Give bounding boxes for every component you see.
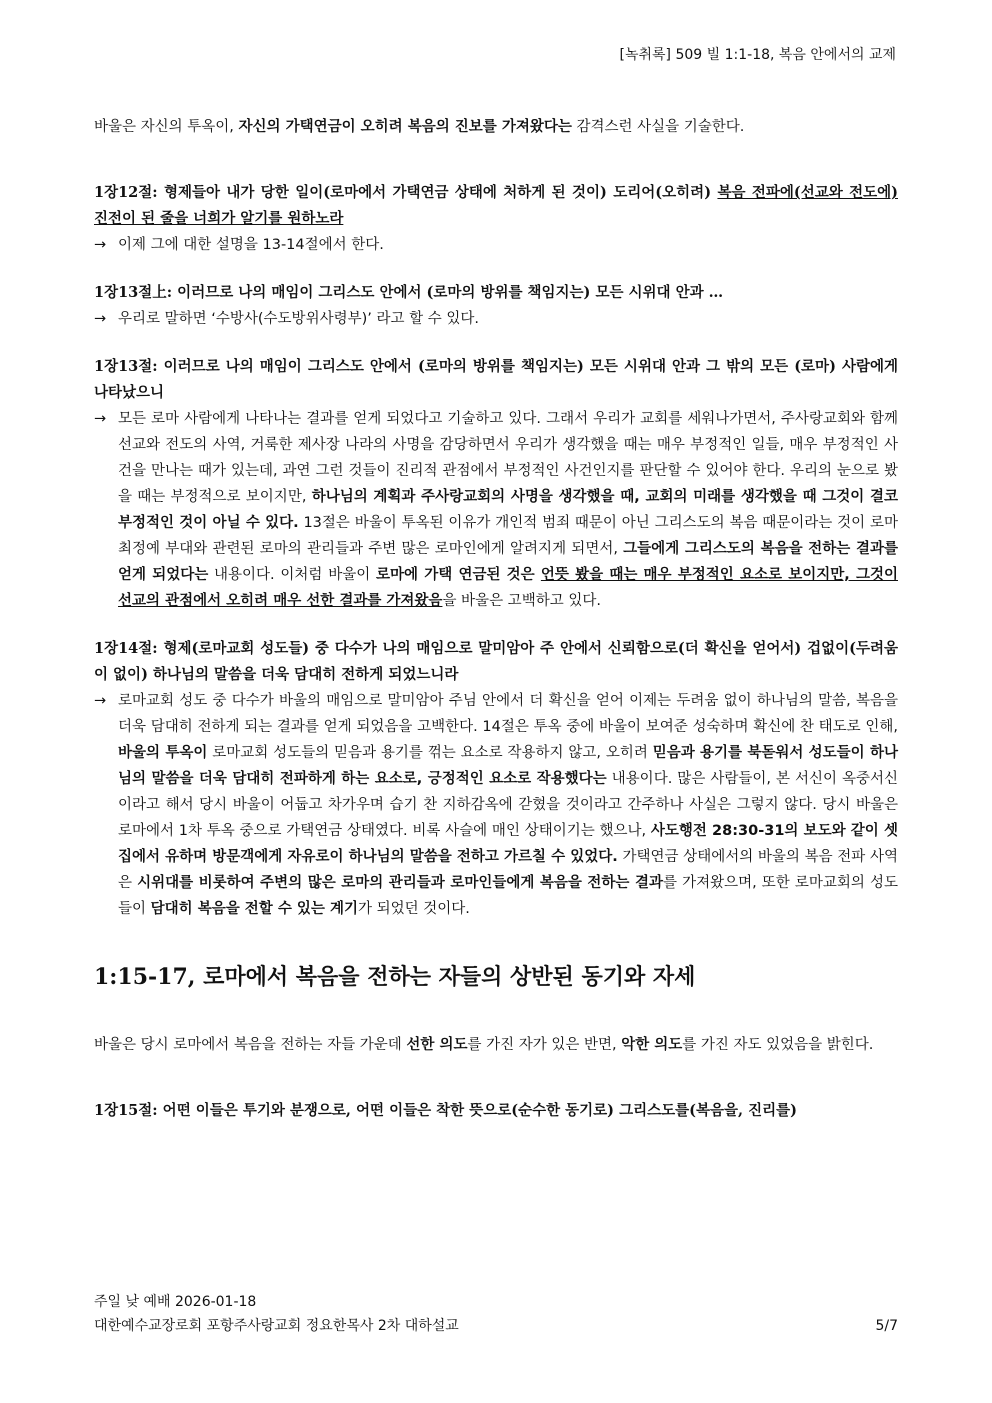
bold-run: 사도행전 28:30-31의 보도와 같이 셋집에서 유하며 방문객에게 자유로이 하나님의 말씀을 전하고 가르칠 수 있었다. [118, 823, 898, 865]
text-run: 로마교회 성도들의 믿음과 용기를 꺾는 요소로 작용하지 않고, 오히려 [207, 745, 653, 761]
verse-13-note-text [118, 406, 898, 614]
intro-bold: 자신의 가택연금이 오히려 복음의 진보를 가져왔다는 [238, 119, 572, 135]
text-run: 를 가진 자가 있은 반면, [467, 1037, 622, 1053]
footer-date: 주일 낮 예배 2026-01-18 [94, 1294, 257, 1310]
verse-13: 1장13절: 이러므로 나의 매임이 그리스도 안에서 (로마의 방위를 책임지는) 모든 시위대 안과 그 밖의 모든 (로마) 사람에게 나타났으니 [94, 358, 898, 401]
verse-14-note-text [118, 688, 898, 922]
text-run: 가택연금 상태에서의 바울의 복음 전파 사역은 [118, 849, 898, 891]
verse-12-text: 1장12절: 형제들아 내가 당한 일이(로마에서 가택연금 상태에 처하게 된 것이) 도리어(오히려) [94, 184, 718, 201]
page-header: [녹취록] 509 빌 1:1-18, 복음 안에서의 교제 [619, 47, 896, 63]
arrow-icon: → [94, 311, 107, 327]
bold-run: 그들에게 그리스도의 복음을 전하는 결과를 얻게 되었다는 [118, 541, 898, 583]
verse-13-note [94, 406, 898, 614]
bold-run: 담대히 복음을 전할 수 있는 계기 [150, 901, 358, 917]
verse-12-underlined: 복음 전파에(선교와 전도에) 진전이 된 줄을 너희가 알기를 원하노라 [94, 184, 898, 227]
text-run: 13절은 바울이 투옥된 이유가 개인적 범죄 때문이 아닌 그리스도의 복음 때문이라는 것이 로마 최정예 부대와 관련된 로마의 관리들과 주변 많은 로마인에게 알려지게 되면서, [118, 515, 898, 557]
arrow-icon: → [94, 237, 107, 253]
page-footer [94, 1290, 898, 1338]
verse-15: 1장15절: 어떤 이들은 투기와 분쟁으로, 어떤 이들은 착한 뜻으로(순수한 동기로) 그리스도를(복음을, 진리를) [94, 1102, 797, 1119]
text-run: 바울은 당시 로마에서 복음을 전하는 자들 가운데 [94, 1037, 407, 1053]
bold-run: 선한 의도 [406, 1037, 468, 1053]
text-run: 모든 로마 사람에게 나타나는 결과를 얻게 되었다고 기술하고 있다. 그래서 우리가 교회를 세워나가면서, 주사랑교회와 함께 선교와 전도의 사역, 거룩한 제사장 나라의 사명을 감당하면서 우리가 생각했을 때는 매우 부정적인 일들, 매우 부정적인 사건을 만나는 때가 있는데, 과연 그런 것들이 진리적 관점에서 부정적인 사건인지를 판단할 수 있어야 한다. 우리의 눈으로 봤을 때는 부정적으로 보이지만, [118, 411, 898, 505]
intro-text: 바울은 자신의 투옥이, [94, 119, 239, 135]
text-run: 내용이다. 많은 사람들이, 본 서신이 옥중서신이라고 해서 당시 바울이 어둡고 차가우며 습기 찬 지하감옥에 갇혔을 것이라고 간주하나 사실은 그렇지 않다. 당시 바울은 로마에서 1차 투옥 중으로 가택연금 상태였다. 비록 사슬에 매인 상태이기는 했으나, [118, 771, 899, 839]
text-run: 를 가진 자도 있었음을 밝힌다. [682, 1037, 874, 1053]
bold-run: 시위대를 비롯하여 주변의 많은 로마의 관리들과 로마인들에게 복음을 전하는 결과 [137, 875, 663, 891]
bold-run: 하나님의 계획과 주사랑교회의 사명을 생각했을 때, 교회의 미래를 생각했을 때 그것이 결코 부정적인 것이 아닐 수 있다. [118, 489, 898, 531]
section-paragraph [94, 1032, 898, 1058]
verse-12-note [94, 232, 898, 258]
verse-12 [94, 180, 898, 232]
section-heading: 1:15-17, 로마에서 복음을 전하는 자들의 상반된 동기와 자세 [94, 964, 696, 990]
verse-13a: 1장13절上: 이러므로 나의 매임이 그리스도 안에서 (로마의 방위를 책임지는) 모든 시위대 안과 … [94, 284, 724, 301]
bold-run: 악한 의도 [621, 1037, 683, 1053]
underlined-run: 언뜻 봤을 때는 매우 부정적인 요소로 보이지만, 그것이 선교의 관점에서 오히려 매우 선한 결과를 가져왔음 [118, 567, 898, 609]
text-run: 을 바울은 고백하고 있다. [442, 593, 601, 609]
intro-paragraph [94, 114, 898, 140]
page-number: 5/7 [875, 1318, 898, 1334]
text-run: 내용이다. 이처럼 바울이 [208, 567, 376, 583]
verse-14: 1장14절: 형제(로마교회 성도들) 중 다수가 나의 매임으로 말미암아 주 안에서 신뢰함으로(더 확신을 얻어서) 겁없이(두려움이 없이) 하나님의 말씀을 더욱 담대히 전하게 되었느니라 [94, 640, 898, 683]
text-run: 가 되었던 것이다. [357, 901, 470, 917]
arrow-icon: → [94, 693, 107, 709]
page-content [94, 114, 898, 1124]
bold-run: 바울의 투옥이 [118, 745, 208, 761]
intro-text-end: 감격스런 사실을 기술한다. [571, 119, 745, 135]
arrow-icon: → [94, 411, 107, 427]
text-run: 로마교회 성도 중 다수가 바울의 매임으로 말미암아 주님 안에서 더 확신을 얻어 이제는 두려움 없이 하나님의 말씀, 복음을 더욱 담대히 전하게 되는 결과를 얻게 되었음을 고백한다. 14절은 투옥 중에 바울이 보여준 성숙하며 확신에 찬 태도로 인해, [118, 693, 898, 735]
verse-14-note [94, 688, 898, 922]
bold-run: 믿음과 용기를 북돋워서 성도들이 하나님의 말씀을 더욱 담대히 전파하게 하는 요소로, 긍정적인 요소로 작용했다는 [118, 745, 898, 787]
verse-13a-note [94, 306, 898, 332]
verse-12-note-text: 이제 그에 대한 설명을 13-14절에서 한다. [118, 237, 384, 253]
footer-church: 대한예수교장로회 포항주사랑교회 정요한목사 2차 대하설교 [94, 1318, 459, 1334]
text-run: 를 가져왔으며, 또한 로마교회의 성도들이 [118, 875, 899, 917]
verse-13a-note-text: 우리로 말하면 ‘수방사(수도방위사령부)’ 라고 할 수 있다. [118, 311, 479, 327]
bold-run: 로마에 가택 연금된 것은 [376, 567, 541, 583]
